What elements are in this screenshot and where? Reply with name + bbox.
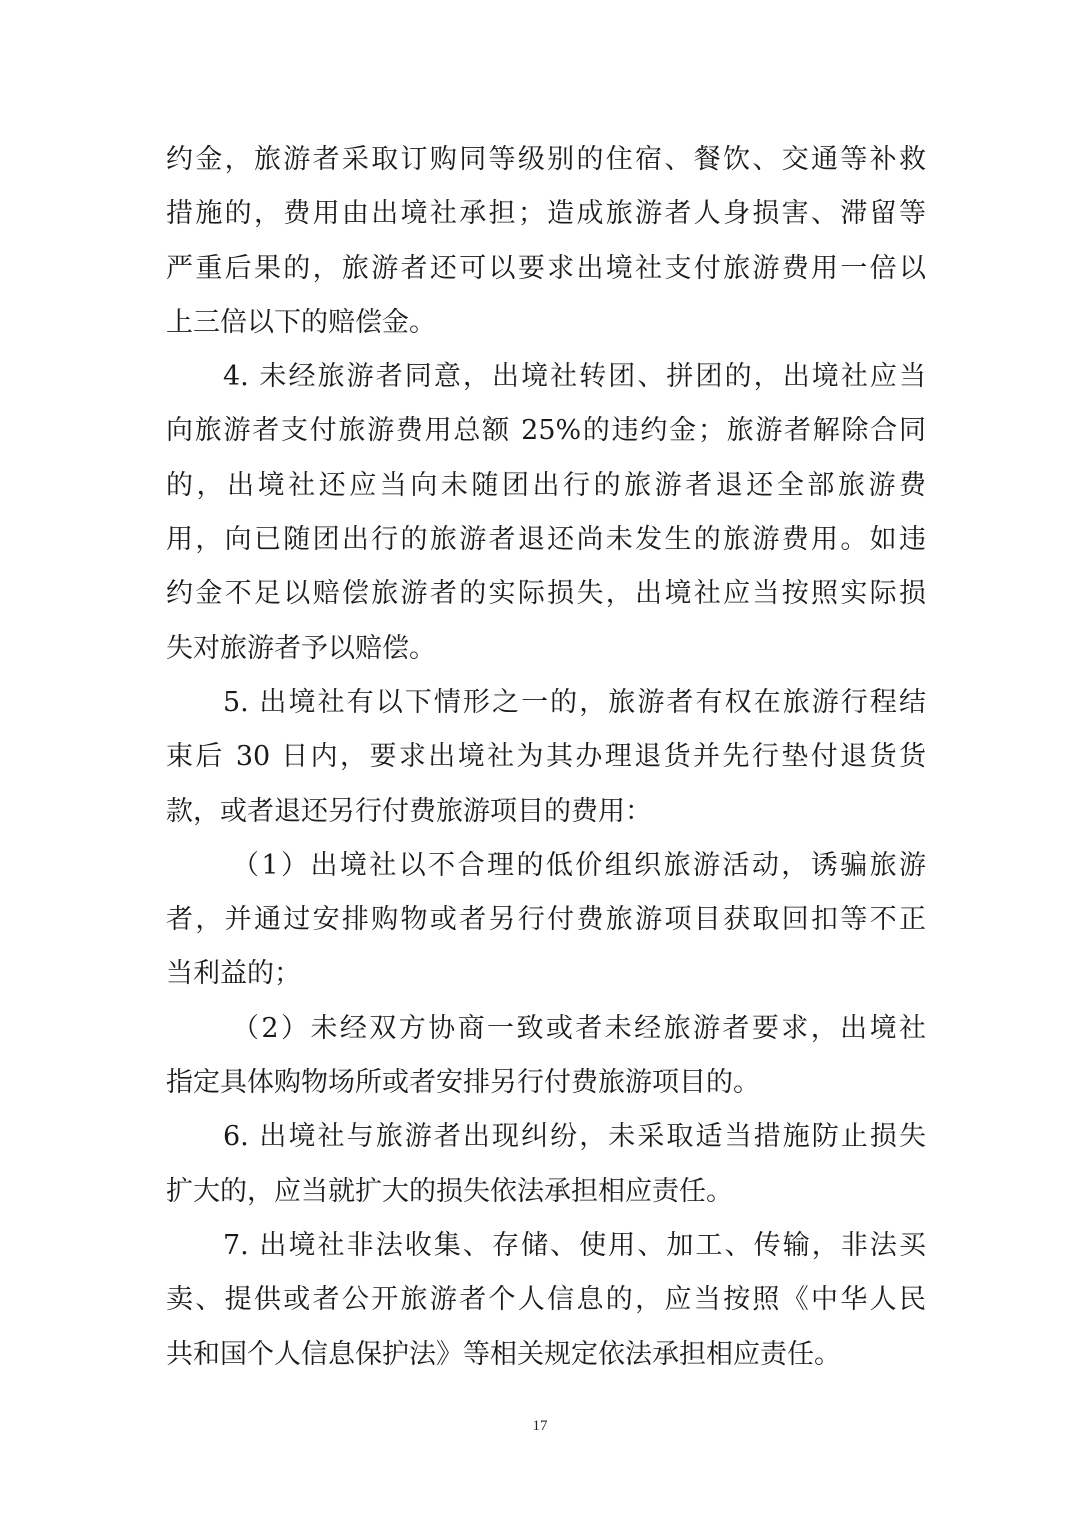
text-line: 束后 30 日内，要求出境社为其办理退货并先行垫付退货货 <box>166 741 926 773</box>
paragraph-7-first-line: 7. 出境社非法收集、存储、使用、加工、传输，非法买 <box>223 1229 926 1261</box>
text-line: 措施的，费用由出境社承担；造成旅游者人身损害、滞留等 <box>166 198 926 230</box>
text-line: 者，并通过安排购物或者另行付费旅游项目获取回扣等不正 <box>166 904 926 936</box>
text-line: 严重后果的，旅游者还可以要求出境社支付旅游费用一倍以 <box>166 252 926 284</box>
paragraph-4-first-line: 4. 未经旅游者同意，出境社转团、拼团的，出境社应当 <box>223 361 926 393</box>
text-line: 扩大的，应当就扩大的损失依法承担相应责任。 <box>166 1175 733 1207</box>
text-line: 款，或者退还另行付费旅游项目的费用： <box>166 795 652 827</box>
text-line: 卖、提供或者公开旅游者个人信息的，应当按照《中华人民 <box>166 1284 926 1316</box>
text-line: 的，出境社还应当向未随团出行的旅游者退还全部旅游费 <box>166 469 926 501</box>
paragraph-6-first-line: 6. 出境社与旅游者出现纠纷，未采取适当措施防止损失 <box>223 1121 926 1153</box>
item-1-first-line: （1）出境社以不合理的低价组织旅游活动，诱骗旅游 <box>232 849 926 881</box>
text-line: 约金，旅游者采取订购同等级别的住宿、餐饮、交通等补救 <box>166 144 926 175</box>
text-line: 用，向已随团出行的旅游者退还尚未发生的旅游费用。如违 <box>166 524 926 556</box>
text-line: 当利益的； <box>166 958 301 990</box>
text-line: 失对旅游者予以赔偿。 <box>166 632 436 664</box>
item-2-first-line: （2）未经双方协商一致或者未经旅游者要求，出境社 <box>232 1012 926 1044</box>
document-body <box>166 133 926 1382</box>
page-number: 17 <box>532 1418 548 1434</box>
paragraph-5-first-line: 5. 出境社有以下情形之一的，旅游者有权在旅游行程结 <box>223 686 926 718</box>
text-line: 共和国个人信息保护法》等相关规定依法承担相应责任。 <box>166 1338 841 1370</box>
text-line: 约金不足以赔偿旅游者的实际损失，出境社应当按照实际损 <box>166 578 926 610</box>
text-line: 上三倍以下的赔偿金。 <box>166 306 436 338</box>
text-line: 向旅游者支付旅游费用总额 25%的违约金；旅游者解除合同 <box>166 415 926 447</box>
text-line: 指定具体购物场所或者安排另行付费旅游项目的。 <box>166 1067 760 1099</box>
